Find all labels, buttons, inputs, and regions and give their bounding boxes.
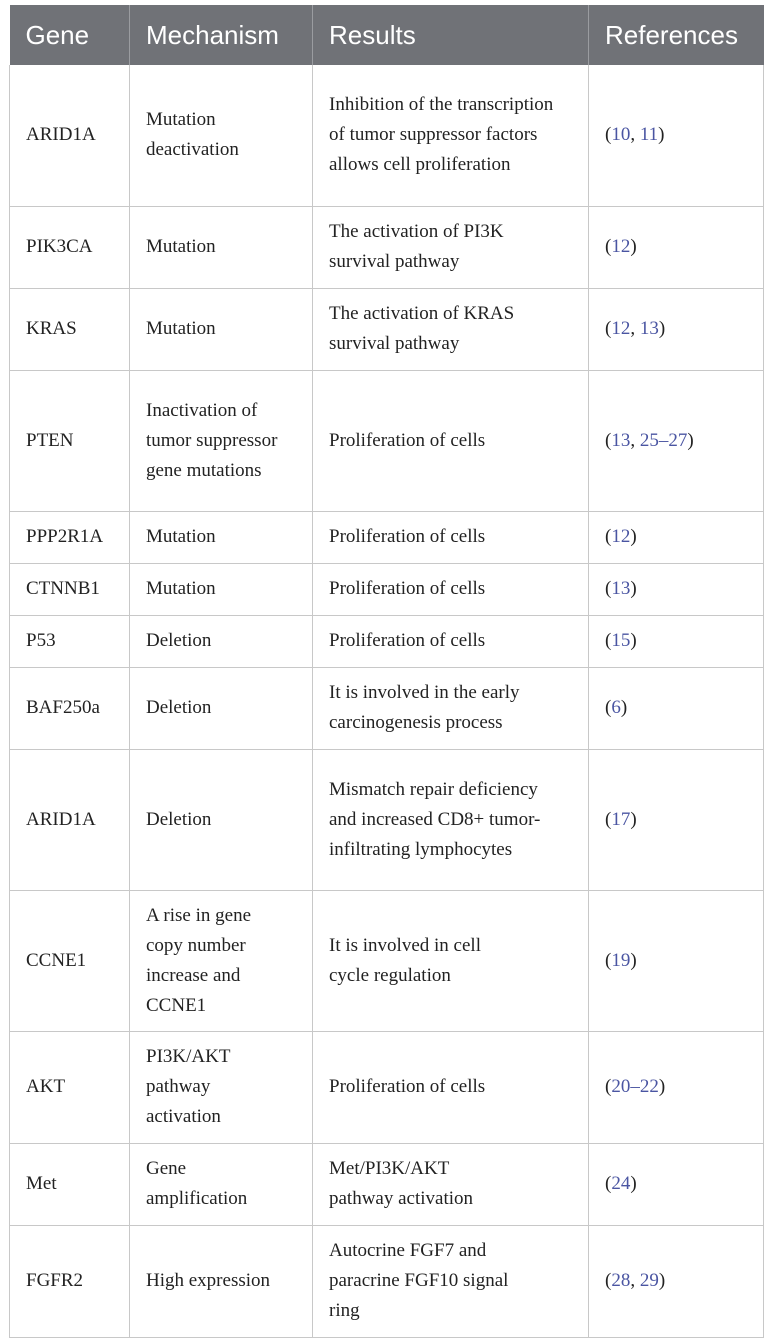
cell-mechanism: [130, 563, 313, 615]
cell-results: [313, 1031, 589, 1143]
cell-references: [589, 206, 764, 288]
results-text: Proliferation of cells: [329, 526, 486, 547]
table-row: [10, 65, 764, 206]
reference-punctuation: (: [605, 808, 612, 830]
reference-link[interactable]: 12: [611, 526, 631, 547]
results-text: Proliferation of cells: [329, 1076, 486, 1097]
mechanism-text: Inactivation of tumor suppressor gene mutations: [146, 399, 278, 481]
reference-link[interactable]: 13: [611, 429, 631, 451]
reference-punctuation: ): [687, 429, 694, 451]
table-row: [10, 890, 764, 1031]
cell-results: [313, 615, 589, 667]
reference-punctuation: (: [605, 1173, 612, 1194]
reference-punctuation: (: [605, 697, 612, 718]
cell-mechanism: [130, 1225, 313, 1337]
reference-punctuation: (: [605, 526, 612, 547]
cell-results: [313, 667, 589, 749]
reference-punctuation: (: [605, 124, 612, 146]
cell-gene: PIK3CA: [10, 206, 130, 288]
cell-gene: Met: [10, 1143, 130, 1225]
cell-mechanism: [130, 1031, 313, 1143]
header-references: References: [589, 5, 764, 65]
cell-mechanism: [130, 206, 313, 288]
reference-link[interactable]: 24: [611, 1173, 631, 1194]
cell-references: [589, 370, 764, 511]
cell-results: [313, 890, 589, 1031]
cell-mechanism: [130, 511, 313, 563]
reference-punctuation: ,: [630, 318, 640, 339]
reference-punctuation: ): [658, 124, 665, 146]
cell-gene: ARID1A: [10, 65, 130, 206]
results-text: It is involved in the early carcinogenesis process: [329, 682, 520, 733]
cell-references: [589, 65, 764, 206]
cell-gene: PPP2R1A: [10, 511, 130, 563]
reference-punctuation: ): [630, 808, 637, 830]
cell-references: [589, 1143, 764, 1225]
cell-references: [589, 749, 764, 890]
cell-mechanism: [130, 749, 313, 890]
reference-punctuation: ): [658, 1076, 666, 1097]
mechanism-text: Deletion: [146, 630, 212, 651]
gene-table: [9, 5, 764, 1338]
results-text: Inhibition of the transcription of tumor suppressor factors allows cell proliferation: [329, 94, 554, 176]
results-text: Proliferation of cells: [329, 429, 486, 451]
mechanism-text: High expression: [146, 1270, 271, 1291]
reference-link[interactable]: 13: [611, 578, 631, 599]
cell-mechanism: [130, 615, 313, 667]
table-row: [10, 615, 764, 667]
results-text: It is involved in cell cycle regulation: [329, 934, 481, 986]
reference-link[interactable]: 10: [611, 124, 631, 146]
cell-gene: CTNNB1: [10, 563, 130, 615]
reference-punctuation: (: [605, 236, 612, 257]
cell-results: [313, 563, 589, 615]
reference-link[interactable]: 13: [639, 318, 659, 339]
reference-punctuation: ): [620, 697, 628, 718]
reference-punctuation: ): [630, 236, 637, 257]
mechanism-text: Mutation: [146, 578, 216, 599]
reference-punctuation: (: [605, 1270, 612, 1291]
table-row: [10, 749, 764, 890]
cell-results: [313, 206, 589, 288]
cell-results: [313, 1225, 589, 1337]
reference-punctuation: ): [630, 630, 637, 651]
reference-punctuation: (: [605, 318, 612, 339]
cell-mechanism: [130, 370, 313, 511]
reference-link[interactable]: 20–22: [611, 1076, 659, 1097]
cell-references: [589, 288, 764, 370]
cell-references: [589, 667, 764, 749]
cell-gene: CCNE1: [10, 890, 130, 1031]
header-gene: Gene: [10, 5, 130, 65]
mechanism-text: Mutation deactivation: [146, 109, 239, 161]
table-row: [10, 1031, 764, 1143]
reference-punctuation: ,: [630, 1270, 640, 1291]
cell-gene: FGFR2: [10, 1225, 130, 1337]
header-results: Results: [313, 5, 589, 65]
cell-results: [313, 65, 589, 206]
reference-punctuation: ,: [630, 124, 640, 146]
reference-punctuation: ): [630, 1173, 637, 1194]
results-text: Autocrine FGF7 and paracrine FGF10 signal ring: [329, 1240, 509, 1321]
reference-punctuation: ,: [630, 429, 640, 451]
cell-references: [589, 890, 764, 1031]
mechanism-text: Deletion: [146, 697, 212, 718]
cell-gene: BAF250a: [10, 667, 130, 749]
cell-results: [313, 511, 589, 563]
table-row: [10, 1225, 764, 1337]
mechanism-text: A rise in gene copy number increase and CCNE1: [146, 904, 252, 1016]
results-text: The activation of PI3K survival pathway: [329, 221, 504, 272]
cell-mechanism: [130, 890, 313, 1031]
reference-punctuation: (: [605, 578, 612, 599]
reference-punctuation: ): [630, 578, 637, 599]
cell-results: [313, 370, 589, 511]
mechanism-text: Mutation: [146, 236, 216, 257]
table-row: [10, 206, 764, 288]
cell-gene: AKT: [10, 1031, 130, 1143]
cell-references: [589, 615, 764, 667]
reference-punctuation: (: [605, 949, 612, 971]
reference-link[interactable]: 12: [611, 236, 631, 257]
table-row: [10, 288, 764, 370]
reference-punctuation: ): [658, 318, 666, 339]
reference-link[interactable]: 11: [639, 124, 659, 146]
table-row: [10, 370, 764, 511]
cell-results: [313, 749, 589, 890]
reference-punctuation: ): [630, 526, 637, 547]
reference-link[interactable]: 6: [611, 697, 621, 718]
reference-punctuation: (: [605, 630, 612, 651]
results-text: Met/PI3K/AKT pathway activation: [329, 1158, 474, 1209]
table-header: [10, 5, 764, 65]
table-row: [10, 667, 764, 749]
results-text: Mismatch repair deficiency and increased CD8+ tumor-infiltrating lymphocytes: [329, 778, 541, 860]
cell-references: [589, 511, 764, 563]
cell-results: [313, 1143, 589, 1225]
cell-results: [313, 288, 589, 370]
gene-table-container: [9, 5, 763, 1338]
table-body: [10, 65, 764, 1337]
mechanism-text: PI3K/AKT pathway activation: [146, 1046, 231, 1127]
cell-mechanism: [130, 667, 313, 749]
reference-link[interactable]: 15: [611, 630, 631, 651]
cell-gene: ARID1A: [10, 749, 130, 890]
cell-gene: P53: [10, 615, 130, 667]
cell-mechanism: [130, 288, 313, 370]
cell-mechanism: [130, 1143, 313, 1225]
cell-mechanism: [130, 65, 313, 206]
reference-link[interactable]: 28: [611, 1270, 631, 1291]
reference-punctuation: (: [605, 429, 612, 451]
reference-link[interactable]: 12: [611, 318, 631, 339]
results-text: Proliferation of cells: [329, 630, 486, 651]
results-text: Proliferation of cells: [329, 578, 486, 599]
mechanism-text: Deletion: [146, 808, 212, 830]
reference-link[interactable]: 17: [611, 808, 631, 830]
reference-link[interactable]: 25–27: [639, 429, 688, 451]
reference-link[interactable]: 29: [639, 1270, 659, 1291]
mechanism-text: Gene amplification: [146, 1158, 248, 1209]
cell-references: [589, 1225, 764, 1337]
table-row: [10, 511, 764, 563]
cell-gene: PTEN: [10, 370, 130, 511]
cell-references: [589, 1031, 764, 1143]
reference-punctuation: (: [605, 1076, 612, 1097]
cell-references: [589, 563, 764, 615]
reference-punctuation: ): [630, 949, 637, 971]
results-text: The activation of KRAS survival pathway: [329, 303, 515, 354]
cell-gene: KRAS: [10, 288, 130, 370]
header-mechanism: Mechanism: [130, 5, 313, 65]
table-row: [10, 563, 764, 615]
reference-link[interactable]: 19: [611, 949, 631, 971]
reference-punctuation: ): [658, 1270, 666, 1291]
mechanism-text: Mutation: [146, 526, 216, 547]
table-row: [10, 1143, 764, 1225]
mechanism-text: Mutation: [146, 318, 216, 339]
